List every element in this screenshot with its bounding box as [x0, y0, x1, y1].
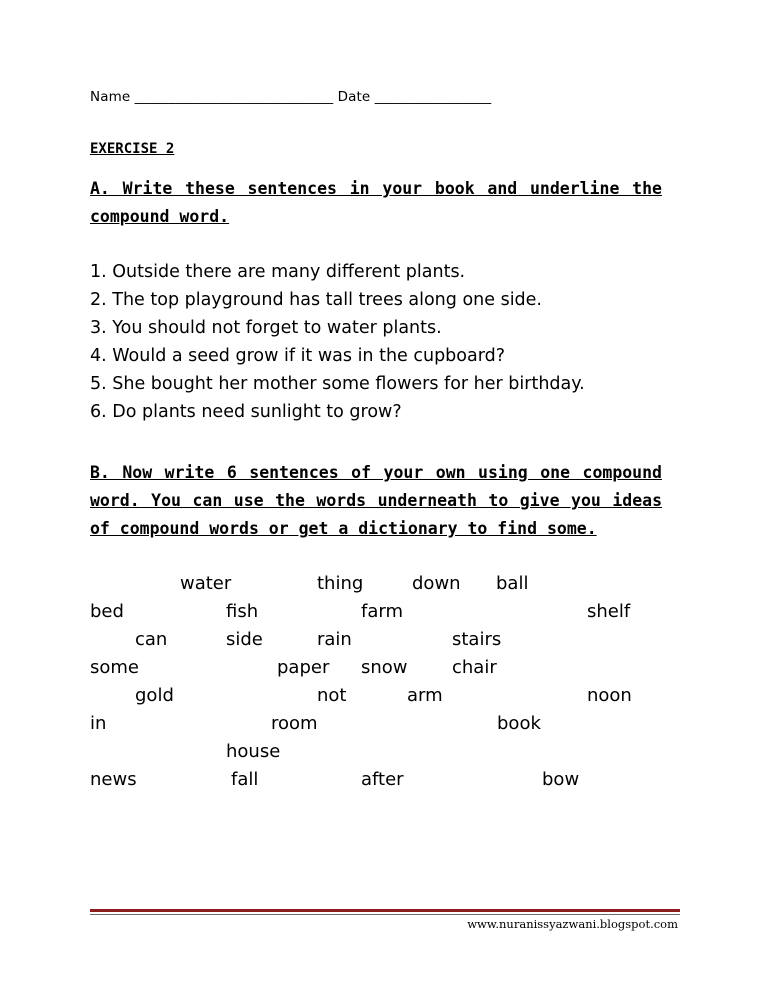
instruction-b: B. Now write 6 sentences of your own using one compound word. You can use the words underneath to give you ideas of compound words or get a dictionary to find some.: [90, 463, 662, 538]
sentence-1: 1. Outside there are many different plants.: [90, 262, 466, 282]
sentence-4: 4. Would a seed grow if it was in the cupboard?: [90, 346, 506, 366]
footer-divider: [90, 909, 680, 912]
exercise-label: EXERCISE 2: [90, 141, 175, 157]
sentence-3: 3. You should not forget to water plants.: [90, 318, 442, 338]
instruction-a: A. Write these sentences in your book and underline the compound word.: [90, 179, 662, 226]
sentence-6: 6. Do plants need sunlight to grow?: [90, 402, 402, 422]
word-bank-item: snow: [361, 657, 408, 678]
word-bank-item: fall: [231, 769, 259, 790]
sentence-list: [90, 258, 585, 426]
word-bank-item: thing: [317, 573, 364, 594]
sentence-5: 5. She bought her mother some flowers for her birthday.: [90, 374, 585, 394]
word-bank-item: book: [497, 713, 541, 734]
word-bank-item: some: [90, 657, 139, 678]
word-bank-item: paper: [277, 657, 330, 678]
word-bank-item: noon: [587, 685, 632, 706]
name-date-line: Name _____________________________ Date _________________: [90, 89, 492, 105]
footer-divider-thin: [90, 914, 680, 915]
word-bank-item: shelf: [587, 601, 631, 622]
word-bank-item: bow: [542, 769, 580, 790]
footer-url: www.nuranissyazwani.blogspot.com: [467, 917, 678, 931]
word-bank-item: bed: [90, 601, 124, 622]
sentence-2: 2. The top playground has tall trees along one side.: [90, 290, 542, 310]
word-bank-item: side: [226, 629, 263, 650]
word-bank-item: room: [271, 713, 318, 734]
word-bank-item: gold: [135, 685, 174, 706]
word-bank-item: chair: [452, 657, 497, 678]
word-bank-item: can: [135, 629, 168, 650]
word-bank-item: rain: [317, 629, 352, 650]
word-bank-item: ball: [496, 573, 529, 594]
word-bank-item: in: [90, 713, 107, 734]
word-bank-item: arm: [407, 685, 443, 706]
word-bank-item: not: [317, 685, 347, 706]
word-bank-item: down: [412, 573, 461, 594]
word-bank-item: news: [90, 769, 137, 790]
word-bank-item: after: [361, 769, 404, 790]
word-bank-item: water: [180, 573, 232, 594]
word-bank-item: house: [226, 741, 281, 762]
word-bank-item: farm: [361, 601, 403, 622]
word-bank-item: fish: [226, 601, 259, 622]
word-bank-item: stairs: [452, 629, 502, 650]
